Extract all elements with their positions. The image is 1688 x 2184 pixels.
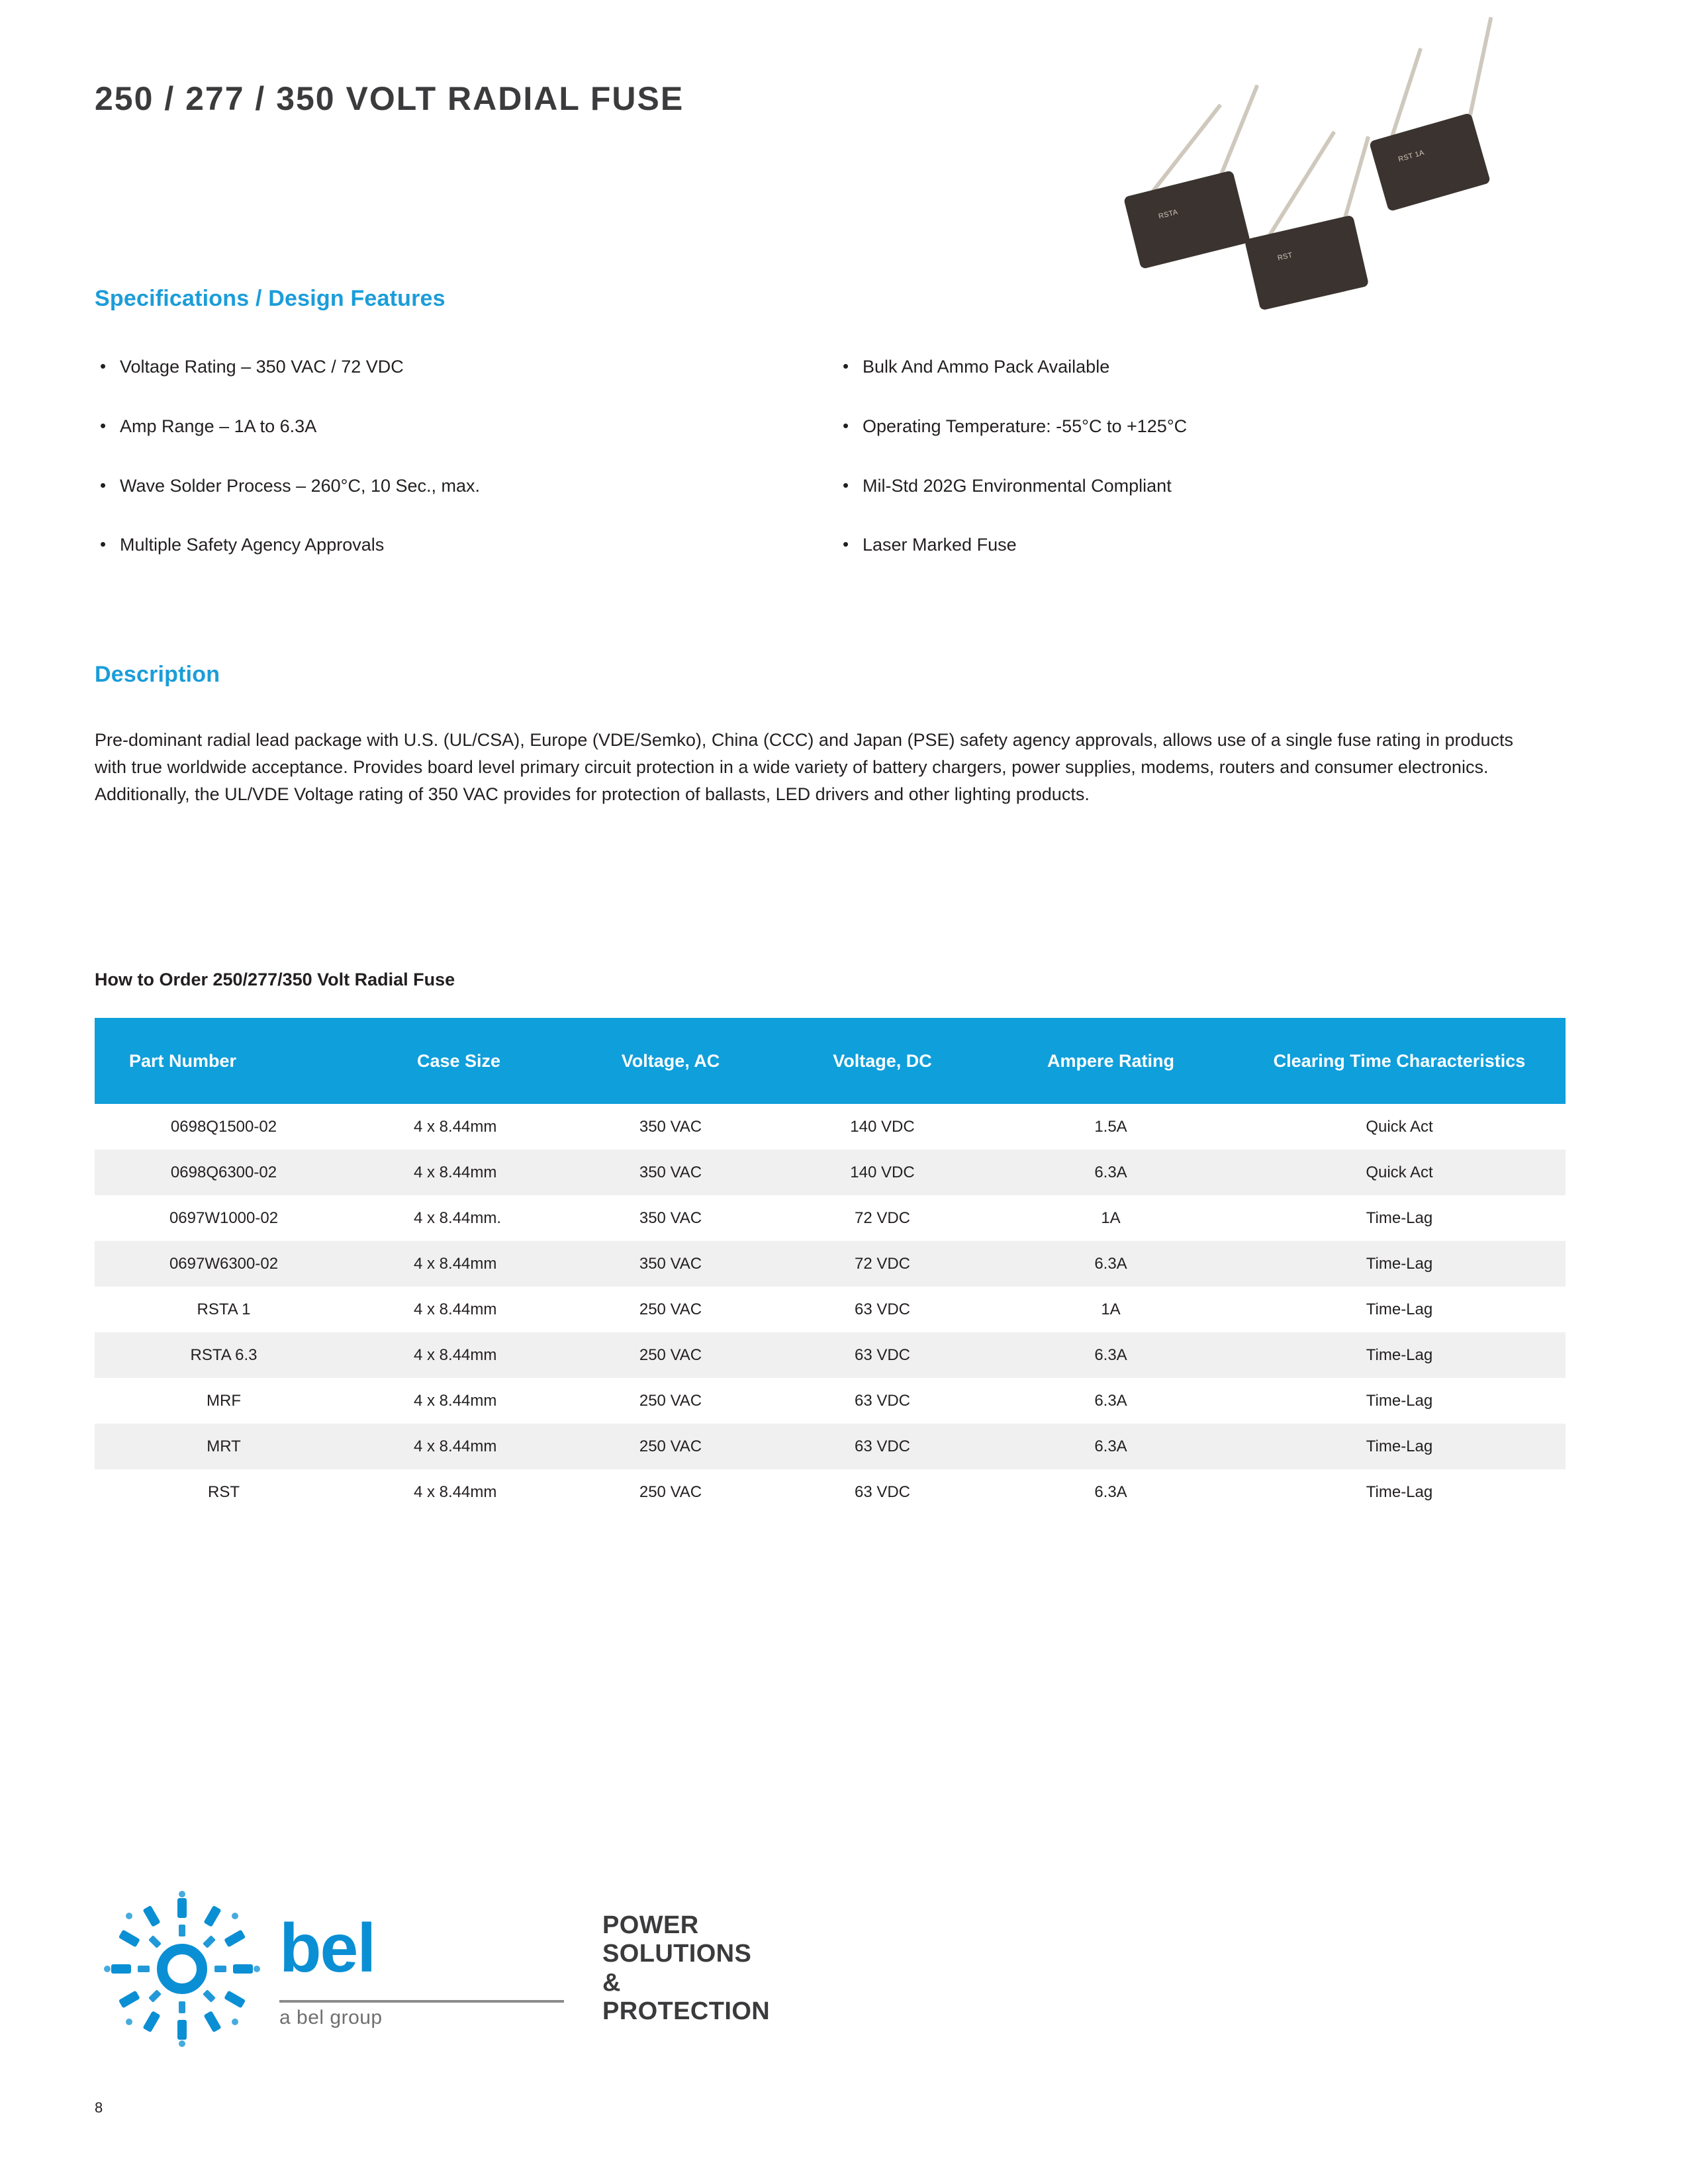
column-header-part-number: Part Number <box>95 1018 353 1104</box>
description-body: Pre-dominant radial lead package with U.S. (UL/CSA), Europe (VDE/Semko), China (CCC) and Japan (PSE) safety agency approvals, allows use of a single fuse rating in products with true worldwide acceptance. Provides board level primary circuit protection in a wide variety of battery chargers, power supplies, modems, routers and consumer electronics. Additionally, the UL/VDE Voltage rating of 350 VAC provides for protection of ballasts, LED drivers and other lighting products. <box>95 730 1514 805</box>
footer-logo <box>99 1880 771 2071</box>
order-table-caption: How to Order 250/277/350 Volt Radial Fuse <box>95 970 455 989</box>
cell-voltage-ac: 250 VAC <box>639 1482 702 1501</box>
cell-voltage-dc: 140 VDC <box>850 1117 915 1136</box>
cell-case-size: 4 x 8.44mm <box>414 1391 497 1410</box>
column-header-voltage-ac: Voltage, AC <box>565 1018 776 1104</box>
cell-case-size: 4 x 8.44mm <box>414 1117 497 1136</box>
table-row <box>95 1378 1566 1424</box>
cell-clearing-time: Time-Lag <box>1233 1332 1566 1378</box>
table-row <box>95 1287 1566 1332</box>
list-item: • Operating Temperature: -55°C to +125°C <box>837 416 1566 438</box>
cell-voltage-dc: 63 VDC <box>854 1300 911 1318</box>
list-item: • Laser Marked Fuse <box>837 534 1566 557</box>
bel-burst-icon <box>99 1886 265 2052</box>
fuse-marking: RSTA <box>1157 208 1179 221</box>
column-header-case-size: Case Size <box>353 1018 565 1104</box>
table-header-row <box>95 1018 1566 1104</box>
cell-part-number: 0697W1000-02 <box>169 1208 279 1227</box>
fuse-marking: RST 1A <box>1397 148 1425 164</box>
table-row <box>95 1104 1566 1150</box>
description-heading: Description <box>95 662 220 687</box>
cell-ampere-rating: 1.5A <box>1094 1117 1127 1136</box>
page-title: 250 / 277 / 350 VOLT RADIAL FUSE <box>95 80 684 117</box>
list-item: • Voltage Rating – 350 VAC / 72 VDC <box>95 356 770 379</box>
cell-part-number: 0698Q6300-02 <box>95 1150 353 1195</box>
cell-voltage-ac: 250 VAC <box>565 1332 776 1378</box>
cell-case-size: 4 x 8.44mm <box>353 1241 565 1287</box>
bel-tagline: a bel group <box>279 2007 383 2028</box>
cell-voltage-ac: 250 VAC <box>639 1300 702 1318</box>
division-line-1: POWER <box>602 1911 699 1939</box>
cell-case-size: 4 x 8.44mm <box>353 1332 565 1378</box>
cell-part-number: MRF <box>207 1391 241 1410</box>
cell-clearing-time: Quick Act <box>1366 1117 1433 1136</box>
cell-part-number: 0698Q1500-02 <box>170 1117 277 1136</box>
cell-case-size: 4 x 8.44mm <box>353 1150 565 1195</box>
cell-part-number: 0697W6300-02 <box>95 1241 353 1287</box>
division-name <box>602 1911 770 2026</box>
fuse-body-icon <box>1369 113 1491 212</box>
cell-ampere-rating: 1A <box>1101 1300 1121 1318</box>
cell-clearing-time: Quick Act <box>1233 1150 1566 1195</box>
table-row <box>95 1332 1566 1378</box>
fuse-body-icon <box>1244 215 1369 311</box>
table-row <box>95 1150 1566 1195</box>
cell-voltage-dc: 72 VDC <box>854 1208 911 1227</box>
cell-voltage-dc: 63 VDC <box>854 1482 911 1501</box>
list-item: • Mil-Std 202G Environmental Compliant <box>837 475 1566 498</box>
cell-part-number: RSTA 1 <box>197 1300 251 1318</box>
cell-clearing-time: Time-Lag <box>1366 1300 1433 1318</box>
cell-part-number: RSTA 6.3 <box>95 1332 353 1378</box>
cell-ampere-rating: 6.3A <box>988 1424 1233 1469</box>
cell-voltage-dc: 72 VDC <box>776 1241 988 1287</box>
column-header-clearing-time: Clearing Time Characteristics <box>1233 1018 1566 1104</box>
bel-wordmark: bel <box>279 1910 375 1987</box>
specifications-right-list <box>837 356 1566 594</box>
cell-voltage-ac: 350 VAC <box>639 1208 702 1227</box>
fuse-body-icon <box>1123 170 1250 269</box>
column-header-ampere-rating: Ampere Rating <box>988 1018 1233 1104</box>
cell-clearing-time: Time-Lag <box>1366 1482 1433 1501</box>
cell-voltage-dc: 140 VDC <box>776 1150 988 1195</box>
table-row <box>95 1195 1566 1241</box>
cell-ampere-rating: 1A <box>1101 1208 1121 1227</box>
cell-ampere-rating: 6.3A <box>1094 1391 1127 1410</box>
cell-ampere-rating: 6.3A <box>988 1241 1233 1287</box>
cell-ampere-rating: 6.3A <box>1094 1482 1127 1501</box>
cell-ampere-rating: 6.3A <box>988 1332 1233 1378</box>
list-item: • Bulk And Ammo Pack Available <box>837 356 1566 379</box>
cell-ampere-rating: 6.3A <box>988 1150 1233 1195</box>
fuse-lead-icon <box>1390 48 1423 137</box>
cell-case-size: 4 x 8.44mm <box>414 1300 497 1318</box>
cell-part-number: RST <box>208 1482 240 1501</box>
logo-divider <box>279 2000 564 2003</box>
cell-case-size: 4 x 8.44mm <box>414 1482 497 1501</box>
table-row <box>95 1241 1566 1287</box>
cell-clearing-time: Time-Lag <box>1233 1241 1566 1287</box>
cell-clearing-time: Time-Lag <box>1366 1208 1433 1227</box>
cell-clearing-time: Time-Lag <box>1233 1424 1566 1469</box>
table-row <box>95 1424 1566 1469</box>
cell-case-size: 4 x 8.44mm <box>353 1424 565 1469</box>
product-photo <box>1059 53 1562 397</box>
cell-part-number: MRT <box>95 1424 353 1469</box>
order-table <box>95 1018 1566 1515</box>
cell-voltage-dc: 63 VDC <box>854 1391 911 1410</box>
cell-case-size: 4 x 8.44mm. <box>414 1208 502 1227</box>
cell-voltage-ac: 250 VAC <box>639 1391 702 1410</box>
cell-clearing-time: Time-Lag <box>1366 1391 1433 1410</box>
cell-voltage-ac: 350 VAC <box>565 1241 776 1287</box>
division-line-3: PROTECTION <box>602 1997 771 2025</box>
specifications-heading: Specifications / Design Features <box>95 286 445 311</box>
specifications-left-list <box>95 356 770 594</box>
cell-voltage-dc: 63 VDC <box>776 1424 988 1469</box>
cell-voltage-dc: 63 VDC <box>776 1332 988 1378</box>
table-row <box>95 1469 1566 1515</box>
list-item: • Amp Range – 1A to 6.3A <box>95 416 770 438</box>
cell-voltage-ac: 350 VAC <box>565 1150 776 1195</box>
column-header-voltage-dc: Voltage, DC <box>776 1018 988 1104</box>
list-item: • Wave Solder Process – 260°C, 10 Sec., max. <box>95 475 770 498</box>
page-number: 8 <box>95 2099 103 2116</box>
fuse-marking: RST <box>1276 251 1293 263</box>
cell-voltage-ac: 250 VAC <box>565 1424 776 1469</box>
division-line-2: SOLUTIONS & <box>602 1940 752 1997</box>
list-item: • Multiple Safety Agency Approvals <box>95 534 770 557</box>
cell-voltage-ac: 350 VAC <box>639 1117 702 1136</box>
